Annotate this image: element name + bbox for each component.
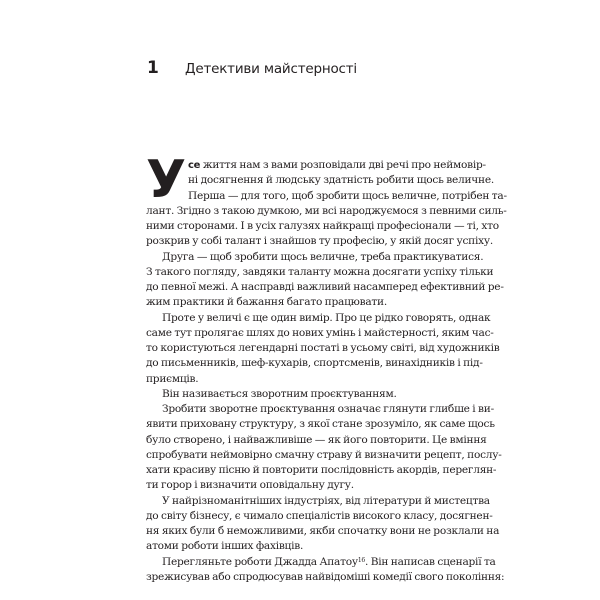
text-line xyxy=(146,402,494,417)
text-line xyxy=(146,494,490,509)
text-line xyxy=(146,387,457,402)
text-line xyxy=(146,204,507,219)
body-text xyxy=(146,150,507,585)
text-line xyxy=(146,219,499,234)
text-span: жим практики й бажання багато працювати. xyxy=(146,296,387,309)
text-span: Він називається зворотним проєктуванням. xyxy=(162,387,397,400)
text-span: то користуються легендарні постаті в усьому світі, від художників xyxy=(146,342,500,354)
text-span: спробувати неймовірно смачну страву й визначити рецепт, послу- xyxy=(146,448,502,461)
chapter-number: 1 xyxy=(147,58,159,78)
text-line xyxy=(146,189,507,204)
text-line xyxy=(146,250,484,265)
text-span: У найрізноманітніших індустріях, від літератури й мистецтва xyxy=(162,494,490,507)
text-span: атоми роботи інших фахівців. xyxy=(146,540,304,553)
text-line xyxy=(146,524,500,539)
footnote-marker[interactable]: 16 xyxy=(357,556,365,564)
text-span: ні досягнення й людську здатність робити щось величне. xyxy=(188,174,494,187)
text-span: З такого погляду, завдяки таланту можна досягати успіху тільки xyxy=(146,265,494,278)
text-line xyxy=(146,173,494,188)
text-line xyxy=(146,448,502,463)
text-span: було створено, і найважливіше — як його повторити. Це вміння xyxy=(146,433,487,446)
text-span: до світу бізнесу, є чимало спеціалістів високого класу, досягнен- xyxy=(146,509,493,522)
text-span: Друга — щоб зробити щось величне, треба практикуватися. xyxy=(162,250,484,263)
text-line xyxy=(146,463,497,478)
text-span: . Він написав сценарії та xyxy=(364,555,496,568)
text-span: саме тут пролягає шлях до нових умінь і майстерності, яким час- xyxy=(146,326,494,339)
chapter-title: Детективи майстерності xyxy=(185,61,357,77)
text-span: Проте у величі є ще один вимір. Про це рідко говорять, однак xyxy=(162,311,491,324)
text-line xyxy=(146,539,457,554)
text-line xyxy=(146,570,505,585)
text-span: до письменників, шеф-кухарів, спортсменів, винахідників і під- xyxy=(146,357,483,370)
text-line xyxy=(146,341,500,356)
text-span: Перегляньте роботи Джадда Апатоу xyxy=(162,555,358,568)
text-line xyxy=(146,158,486,173)
text-line xyxy=(146,478,457,493)
text-span: ня яких були б неможливими, якби спочатку вони не розклали на xyxy=(146,525,500,537)
text-span: життя нам з вами розповідали дві речі про неймовір- xyxy=(200,159,486,171)
lead-in: се xyxy=(188,160,201,171)
text-line xyxy=(146,433,487,448)
drop-cap: У xyxy=(146,150,186,210)
text-line xyxy=(146,311,491,326)
text-line xyxy=(146,326,494,341)
text-line xyxy=(146,234,493,249)
text-line xyxy=(146,372,457,387)
text-line xyxy=(146,295,457,310)
text-span: зрежисував або спродюсував найвідоміші комедії свого покоління: xyxy=(146,570,505,583)
text-span: розкрив у собі талант і знайшов ту професію, у якій досяг успіху. xyxy=(146,235,493,248)
text-line xyxy=(146,265,494,280)
text-span: хати красиву пісню й повторити послідовність акордів, переглян- xyxy=(146,464,497,476)
text-span: Зробити зворотне проєктування означає глянути глибше і ви- xyxy=(162,403,494,415)
text-line xyxy=(146,356,483,371)
text-span xyxy=(188,158,486,173)
text-span: лант. Згідно з такою думкою, ми всі народжуємося з певними силь- xyxy=(146,204,507,217)
text-span: до певної межі. А насправді важливий насамперед ефективний ре- xyxy=(146,281,504,293)
text-line xyxy=(146,280,504,295)
text-span: ними сторонами. І в усіх галузях найкращі професіонали — ті, хто xyxy=(146,220,499,232)
text-span: Перша — для того, щоб зробити щось величне, потрібен та- xyxy=(188,189,507,202)
text-line xyxy=(146,417,495,432)
text-span: ти горор і визначити оповідальну дугу. xyxy=(146,479,354,492)
text-span: приємців. xyxy=(146,372,199,385)
text-span: явити приховану структуру, з якої стане зрозуміло, як саме щось xyxy=(146,418,495,431)
text-line xyxy=(146,509,493,524)
text-line xyxy=(146,555,496,570)
chapter-header xyxy=(147,58,357,78)
